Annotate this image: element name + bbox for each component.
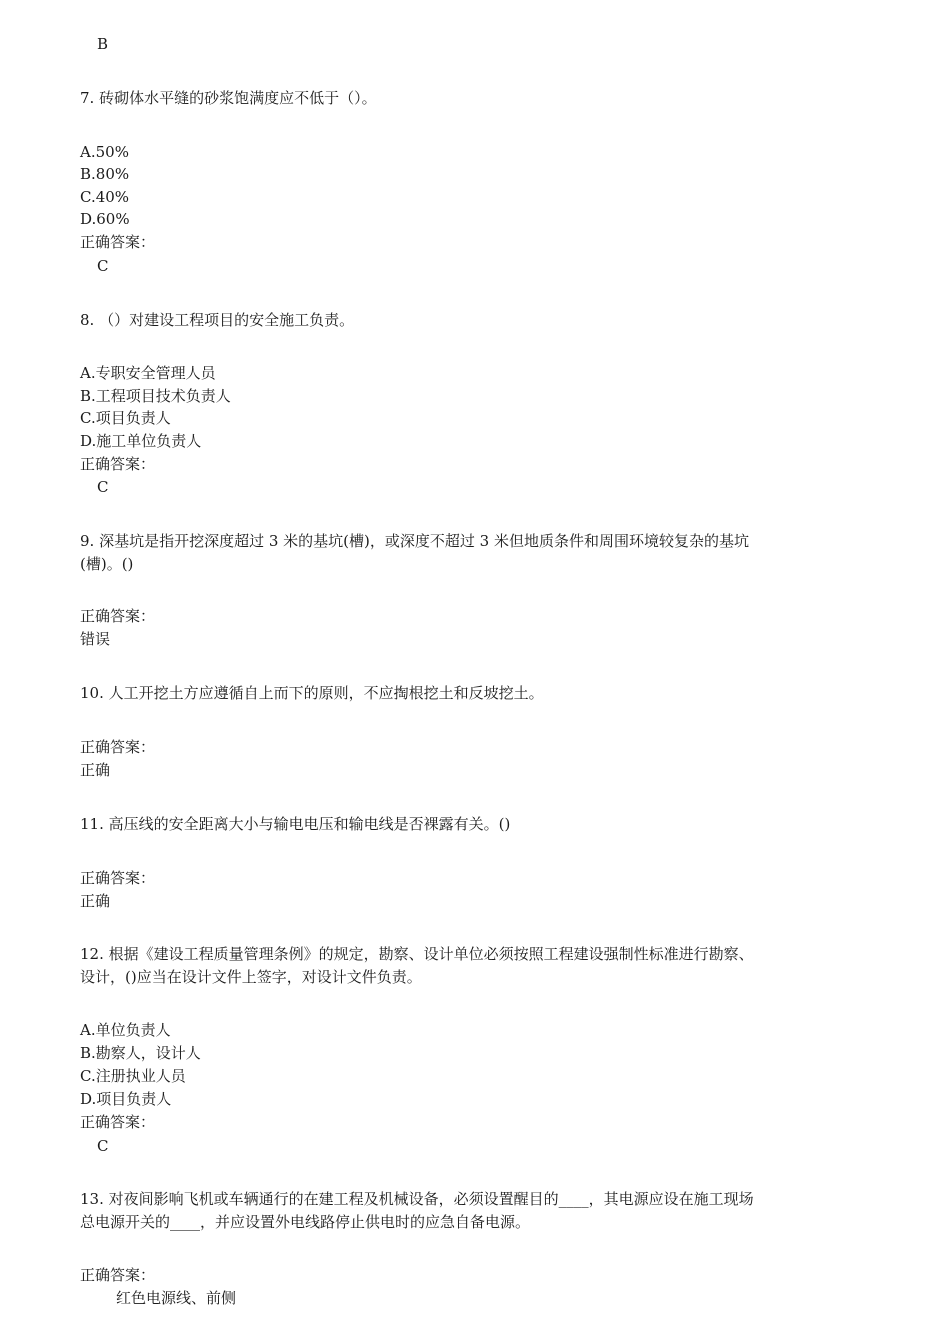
question-10-text: 10. 人工开挖土方应遵循自上而下的原则，不应掏根挖土和反坡挖土。 bbox=[80, 684, 544, 702]
question-12-option-c: C.注册执业人员 bbox=[80, 1067, 186, 1085]
question-9-answer: 错误 bbox=[80, 630, 111, 648]
question-11-answer: 正确 bbox=[80, 892, 111, 910]
question-12-option-a: A.单位负责人 bbox=[80, 1021, 171, 1039]
question-12-option-b: B.勘察人，设计人 bbox=[80, 1044, 201, 1062]
question-7-answer: C bbox=[97, 257, 109, 275]
question-11-answer-label: 正确答案： bbox=[80, 869, 156, 887]
question-7-option-c: C.40% bbox=[80, 188, 130, 206]
question-8-option-b: B.工程项目技术负责人 bbox=[80, 387, 231, 405]
question-7-option-d: D.60% bbox=[80, 210, 130, 228]
question-13-answer-label: 正确答案： bbox=[80, 1266, 156, 1284]
question-8-option-d: D.施工单位负责人 bbox=[80, 432, 202, 450]
question-12-answer-label: 正确答案： bbox=[80, 1113, 156, 1131]
question-8-text: 8. （）对建设工程项目的安全施工负责。 bbox=[80, 311, 355, 329]
question-10-answer: 正确 bbox=[80, 761, 111, 779]
question-13-text-line-1: 13. 对夜间影响飞机或车辆通行的在建工程及机械设备，必须设置醒目的____，其电源应设在施工现场 bbox=[80, 1190, 754, 1208]
question-12-option-d: D.项目负责人 bbox=[80, 1090, 172, 1108]
question-7-text: 7. 砖砌体水平缝的砂浆饱满度应不低于（）。 bbox=[80, 89, 377, 107]
question-7-option-a: A.50% bbox=[80, 143, 129, 161]
question-10-answer-label: 正确答案： bbox=[80, 738, 156, 756]
question-9-text-line-2: (槽)。() bbox=[80, 555, 134, 573]
question-8-option-a: A.专职安全管理人员 bbox=[80, 364, 216, 382]
question-8-answer-label: 正确答案： bbox=[80, 455, 156, 473]
question-7-answer-label: 正确答案： bbox=[80, 233, 156, 251]
question-9-answer-label: 正确答案： bbox=[80, 607, 156, 625]
question-13-text-line-2: 总电源开关的____，并应设置外电线路停止供电时的应急自备电源。 bbox=[80, 1213, 531, 1231]
question-12-text-line-1: 12. 根据《建设工程质量管理条例》的规定，勘察、设计单位必须按照工程建设强制性标准进行勘察、 bbox=[80, 945, 754, 963]
previous-answer: B bbox=[97, 35, 109, 53]
question-11-text: 11. 高压线的安全距离大小与输电电压和输电线是否裸露有关。() bbox=[80, 815, 511, 833]
question-9-text-line-1: 9. 深基坑是指开挖深度超过 3 米的基坑(槽)，或深度不超过 3 米但地质条件和周围环境较复杂的基坑 bbox=[80, 532, 749, 550]
question-13-answer: 红色电源线、前侧 bbox=[116, 1289, 237, 1307]
question-12-answer: C bbox=[97, 1137, 109, 1155]
question-12-text-line-2: 设计，()应当在设计文件上签字，对设计文件负责。 bbox=[80, 968, 422, 986]
question-7-option-b: B.80% bbox=[80, 165, 130, 183]
question-8-answer: C bbox=[97, 478, 109, 496]
question-8-option-c: C.项目负责人 bbox=[80, 409, 171, 427]
